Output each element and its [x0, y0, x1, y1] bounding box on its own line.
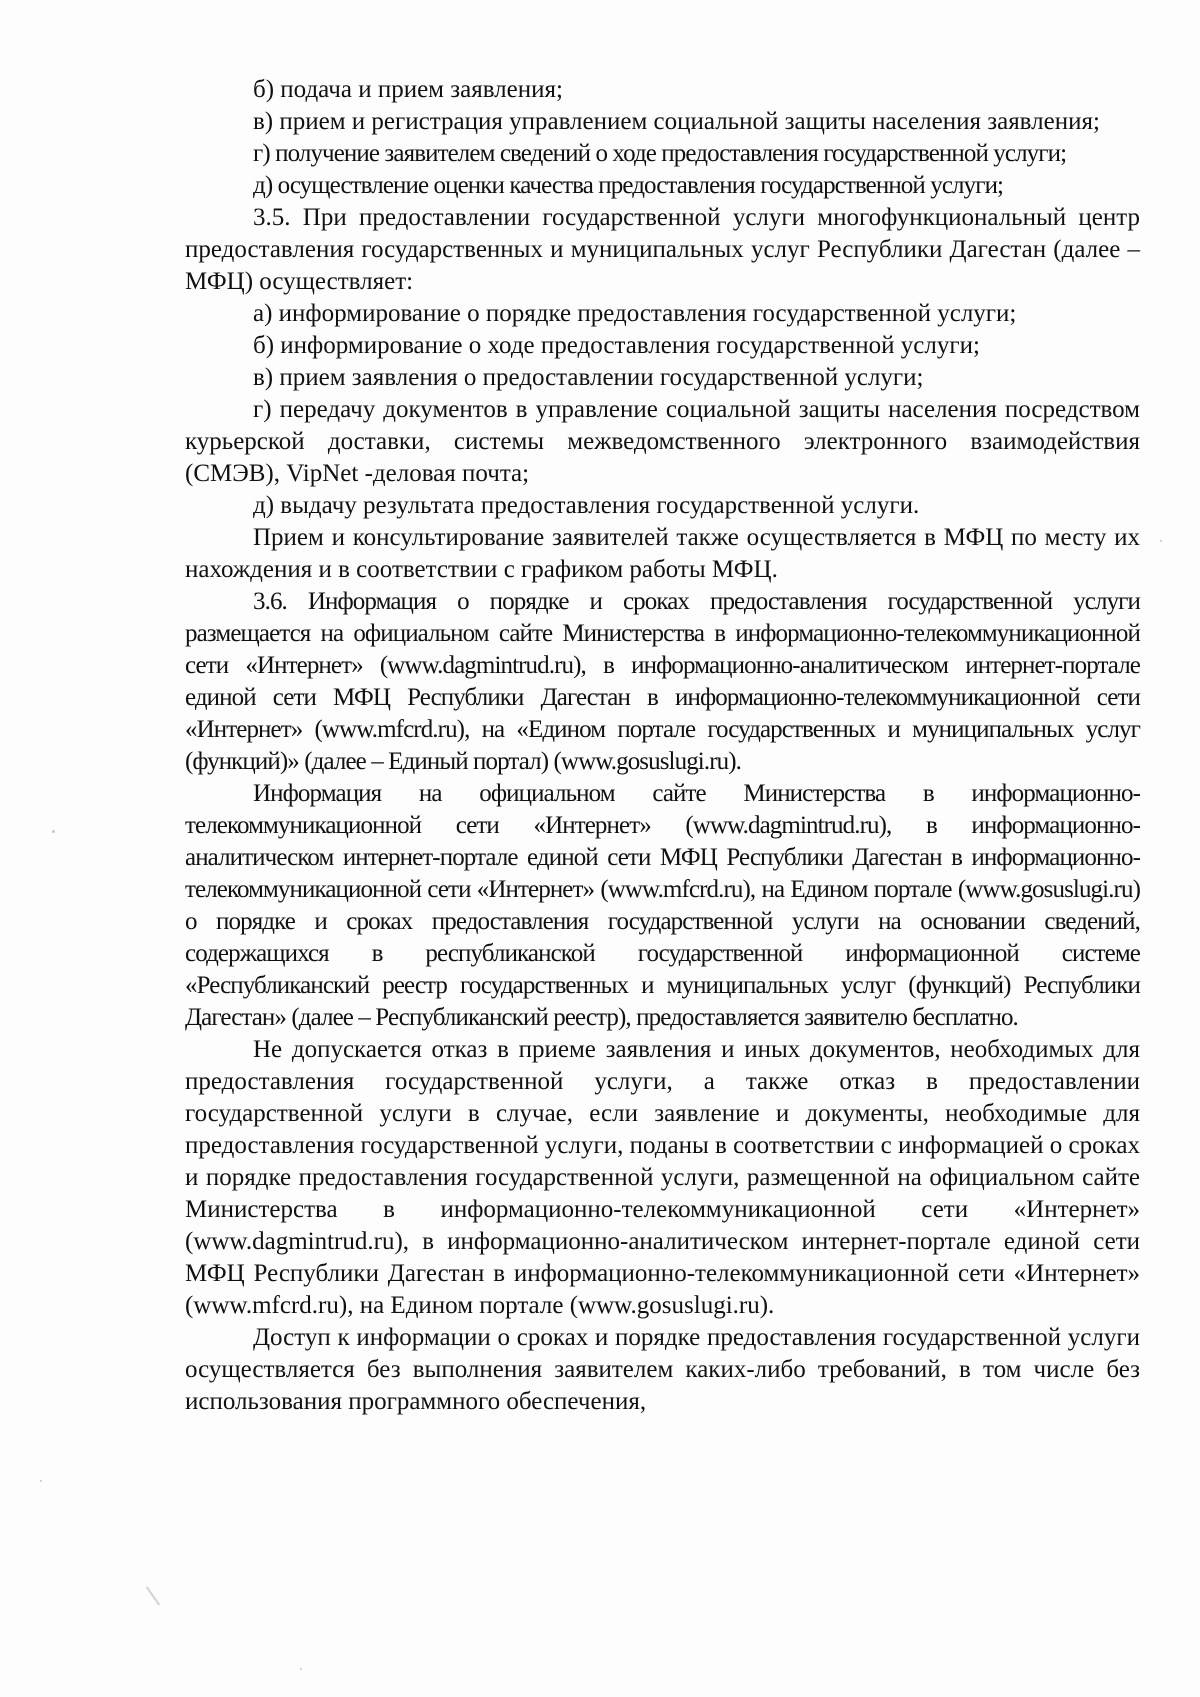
scan-speck	[52, 830, 55, 833]
scan-mark	[146, 1586, 160, 1605]
scan-speck	[1160, 540, 1162, 542]
paragraph: Прием и консультирование заявителей также осуществляется в МФЦ по месту их нахождения и в соответствии с графиком работы МФЦ.	[185, 524, 1140, 583]
paragraph: б) информирование о ходе предоставления государственной услуги;	[253, 332, 980, 359]
paragraph: г) передачу документов в управление социальной защиты населения посредством курьерской доставки, системы межведомственного электронного взаимодействия (СМЭВ), VipNet -деловая почта;	[185, 396, 1140, 487]
paragraph: в) прием и регистрация управлением социальной защиты населения заявления;	[253, 108, 1100, 135]
paragraph: д) осуществление оценки качества предоставления государственной услуги;	[253, 172, 1004, 199]
document-body	[185, 74, 1140, 1418]
paragraph: 3.6. Информация о порядке и сроках предоставления государственной услуги размещается на официальном сайте Министерства в информационно-телекоммуникационной сети «Интернет» (www.dagmintrud.ru), в информационно-аналитическом интернет-портале единой сети МФЦ Республики Дагестан в информационно-телекоммуникационной сети «Интернет» (www.mfcrd.ru), на «Едином портале государственных и муниципальных услуг (функций)» (далее – Единый портал) (www.gosuslugi.ru).	[185, 588, 1140, 775]
paragraph: г) получение заявителем сведений о ходе предоставления государственной услуги;	[253, 140, 1067, 167]
paragraph: 3.5. При предоставлении государственной услуги многофункциональный центр предоставления государственных и муниципальных услуг Республики Дагестан (далее – МФЦ) осуществляет:	[185, 204, 1140, 295]
paragraph: д) выдачу результата предоставления государственной услуги.	[253, 492, 920, 519]
paragraph: а) информирование о порядке предоставления государственной услуги;	[253, 300, 1017, 327]
paragraph: в) прием заявления о предоставлении государственной услуги;	[253, 364, 924, 391]
paragraph: Доступ к информации о сроках и порядке предоставления государственной услуги осуществляется без выполнения заявителем каких-либо требований, в том числе без использования программного обеспечения,	[185, 1324, 1140, 1415]
paragraph: Не допускается отказ в приеме заявления и иных документов, необходимых для предоставления государственной услуги, а также отказ в предоставлении государственной услуги в случае, если заявление и документы, необходимые для предоставления государственной услуги, поданы в соответствии с информацией о сроках и порядке предоставления государственной услуги, размещенной на официальном сайте Министерства в информационно-телекоммуникационной сети «Интернет» (www.dagmintrud.ru), в информационно-аналитическом интернет-портале единой сети МФЦ Республики Дагестан в информационно-телекоммуникационной сети «Интернет» (www.mfcrd.ru), на Едином портале (www.gosuslugi.ru).	[185, 1036, 1140, 1319]
scan-speck	[300, 1668, 302, 1670]
paragraph: б) подача и прием заявления;	[253, 76, 563, 103]
paragraph: Информация на официальном сайте Министерства в информационно-телекоммуникационной сети «Интернет» (www.dagmintrud.ru), в информационно-аналитическом интернет-портале единой сети МФЦ Республики Дагестан в информационно-телекоммуникационной сети «Интернет» (www.mfcrd.ru), на Едином портале (www.gosuslugi.ru) о порядке и сроках предоставления государственной услуги на основании сведений, содержащихся в республиканской государственной информационной системе «Республиканский реестр государственных и муниципальных услуг (функций) Республики Дагестан» (далее – Республиканский реестр), предоставляется заявителю бесплатно.	[185, 780, 1140, 1031]
scan-speck	[40, 1480, 42, 1482]
